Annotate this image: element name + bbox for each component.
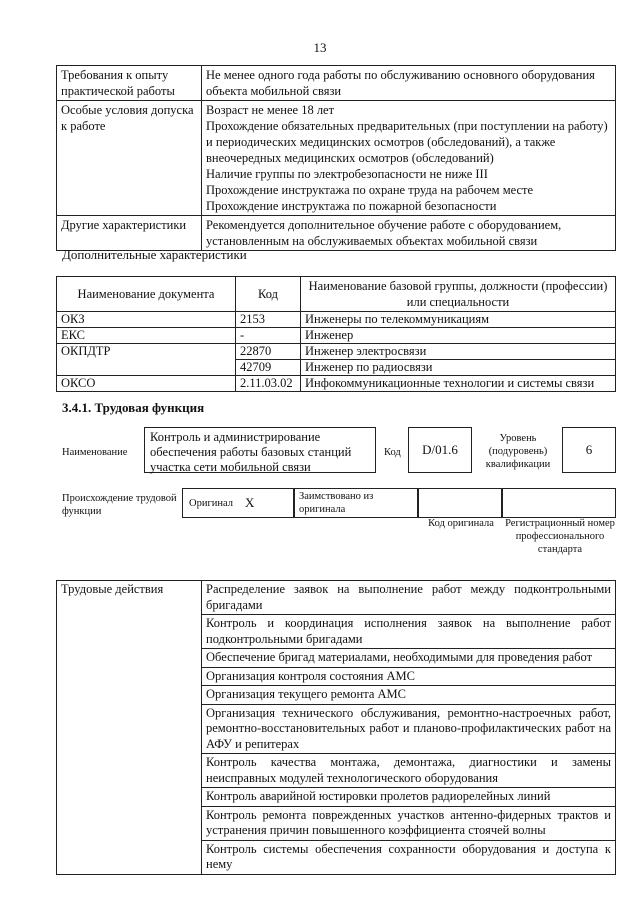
original-mark: X xyxy=(245,495,255,510)
table-header-row xyxy=(57,277,616,312)
code-cell: 42709 xyxy=(236,360,301,376)
table-row xyxy=(57,344,616,360)
row-label: Требования к опыту практической работы xyxy=(57,66,202,101)
name-cell: Инфокоммуникационные технологии и системы связи xyxy=(301,376,616,392)
labor-action-item: Организация технического обслуживания, ремонтно-настроечных работ, ремонтно-восстановительных работ и планово-профилактических работ на АФУ и репитерах xyxy=(202,704,616,754)
value-line: Рекомендуется дополнительное обучение работе с оборудованием, установленным на обслуживаемых объектах мобильной связи xyxy=(206,218,562,248)
doc-cell: ОКПДТР xyxy=(57,344,236,376)
row-value xyxy=(202,66,616,101)
code-cell: 2153 xyxy=(236,312,301,328)
row-value xyxy=(202,216,616,251)
reg-number-box xyxy=(502,488,616,518)
doc-cell: ОКСО xyxy=(57,376,236,392)
code-original-box xyxy=(418,488,502,518)
labor-action-item: Организация текущего ремонта АМС xyxy=(202,686,616,705)
doc-cell: ЕКС xyxy=(57,328,236,344)
row-label: Особые условия допуска к работе xyxy=(57,101,202,216)
borrowed-label: Заимствовано из оригинала xyxy=(299,491,374,515)
name-cell: Инженеры по телекоммуникациям xyxy=(301,312,616,328)
code-cell: - xyxy=(236,328,301,344)
column-header: Код xyxy=(236,277,301,312)
table-row xyxy=(57,328,616,344)
name-cell: Инженер xyxy=(301,328,616,344)
labor-action-item: Обеспечение бригад материалами, необходимыми для проведения работ xyxy=(202,649,616,668)
table-row xyxy=(57,376,616,392)
code-cell: 2.11.03.02 xyxy=(236,376,301,392)
code-label: Код xyxy=(384,447,401,458)
labor-actions-label: Трудовые действия xyxy=(57,581,202,875)
name-label: Наименование xyxy=(62,447,128,458)
column-header: Наименование документа xyxy=(57,277,236,312)
value-line: Наличие группы по электробезопасности не ниже III xyxy=(206,167,488,181)
table-row xyxy=(57,312,616,328)
function-name-box: Контроль и администрирование обеспечения работы базовых станций участка сети мобильной связи xyxy=(144,427,376,473)
page-number: 13 xyxy=(313,40,327,55)
borrowed-box xyxy=(294,488,418,518)
table-row xyxy=(57,66,616,101)
additional-title: Дополнительные характеристики xyxy=(62,247,247,262)
table-row xyxy=(57,101,616,216)
labor-action-item: Контроль и координация исполнения заявок на выполнение работ подконтрольными бригадами xyxy=(202,615,616,649)
requirements-table xyxy=(56,65,616,251)
labor-action-item: Распределение заявок на выполнение работ между подконтрольными бригадами xyxy=(202,581,616,615)
column-header: Наименование базовой группы, должности (профессии) или специальности xyxy=(301,277,616,312)
name-cell: Инженер электросвязи xyxy=(301,344,616,360)
code-original-label: Код оригинала xyxy=(428,518,494,529)
section-title: 3.4.1. Трудовая функция xyxy=(62,400,205,415)
function-code-box: D/01.6 xyxy=(408,427,472,473)
labor-action-item: Организация контроля состояния АМС xyxy=(202,667,616,686)
value-line: Прохождение инструктажа по пожарной безопасности xyxy=(206,199,497,213)
doc-cell: ОКЗ xyxy=(57,312,236,328)
row-value xyxy=(202,101,616,216)
value-line: Прохождение обязательных предварительных (при поступлении на работу) и периодических медицинских осмотров (обследований), а также внеочередных медицинских осмотров (обследований) xyxy=(206,119,608,165)
code-cell: 22870 xyxy=(236,344,301,360)
original-label: Оригинал xyxy=(189,498,233,509)
labor-action-item: Контроль ремонта поврежденных участков антенно-фидерных трактов и устранения причин повышенного коэффициента стоячей волны xyxy=(202,806,616,840)
labor-action-item: Контроль аварийной юстировки пролетов радиорелейных линий xyxy=(202,788,616,807)
row-label: Другие характеристики xyxy=(57,216,202,251)
level-label: Уровень (подуровень) квалификации xyxy=(485,433,551,470)
value-line: Прохождение инструктажа по охране труда на рабочем месте xyxy=(206,183,534,197)
labor-action-item: Контроль системы обеспечения сохранности оборудования и доступа к нему xyxy=(202,840,616,874)
value-line: Не менее одного года работы по обслуживанию основного оборудования объекта мобильной связи xyxy=(206,68,595,98)
value-line: Возраст не менее 18 лет xyxy=(206,103,335,117)
origin-label: Происхождение трудовой функции xyxy=(62,493,177,517)
table-row xyxy=(57,581,616,615)
reg-number-label: Регистрационный номер профессионального стандарта xyxy=(505,518,615,555)
level-value-box: 6 xyxy=(562,427,616,473)
original-box xyxy=(182,488,294,518)
additional-table xyxy=(56,276,616,392)
labor-action-item: Контроль качества монтажа, демонтажа, диагностики и замены неисправных модулей технологического оборудования xyxy=(202,754,616,788)
name-cell: Инженер по радиосвязи xyxy=(301,360,616,376)
table-row xyxy=(57,216,616,251)
labor-actions-table xyxy=(56,580,616,875)
